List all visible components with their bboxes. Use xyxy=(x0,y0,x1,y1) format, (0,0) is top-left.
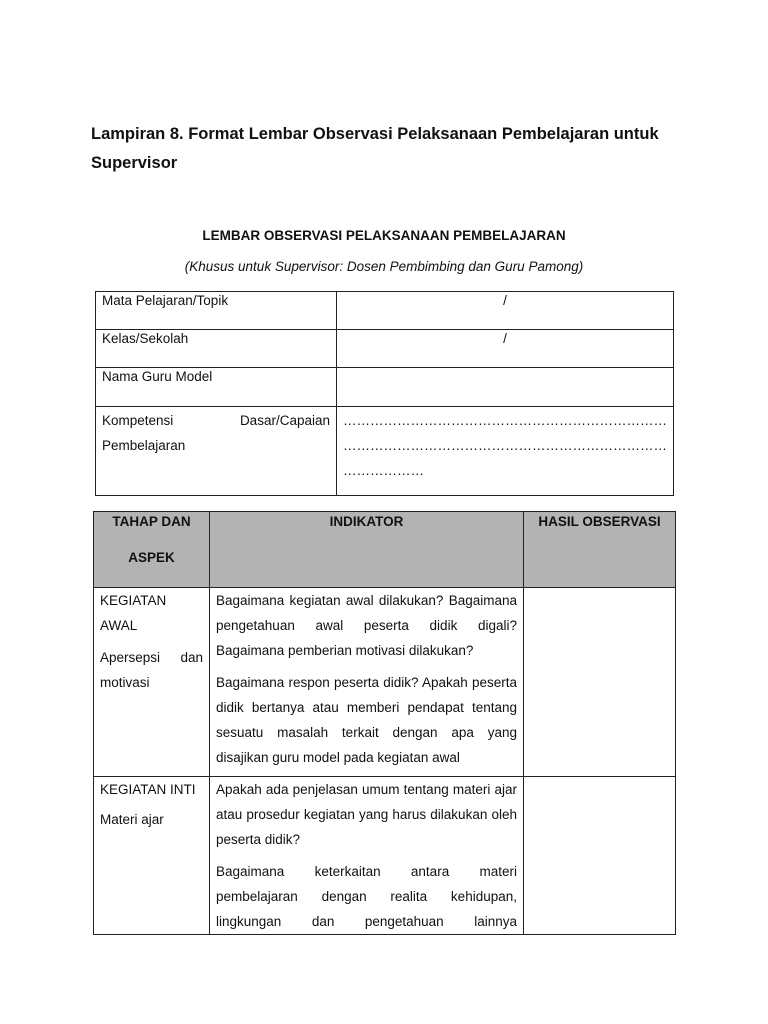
stage-awal-1: KEGIATAN xyxy=(100,593,167,608)
mapel-value-field[interactable]: / xyxy=(337,292,674,330)
kelas-label: Kelas/Sekolah xyxy=(96,330,337,368)
header-tahap-2: ASPEK xyxy=(128,550,175,565)
identity-row-kompetensi xyxy=(96,407,674,496)
header-tahap xyxy=(94,512,210,588)
indikator-awal-cell xyxy=(210,588,524,777)
appendix-heading-line-1: Lampiran 8. Format Lembar Observasi Pelaksanaan Pembelajaran untuk xyxy=(91,125,659,143)
hasil-awal-field[interactable] xyxy=(524,588,676,777)
header-indikator-text: INDIKATOR xyxy=(329,514,404,529)
indikator-inti-2: Bagaimana keterkaitan antara materi pembelajaran dengan realita kehidupan, lingkungan dan pengetahuan lainnya xyxy=(216,864,517,929)
stage-awal-cell xyxy=(94,588,210,777)
hasil-inti-field[interactable] xyxy=(524,777,676,935)
kompetensi-dots-2: ……………………………………………………………… xyxy=(343,438,667,453)
header-hasil-text: HASIL OBSERVASI xyxy=(538,514,661,529)
aspect-apersepsi: Apersepsi xyxy=(100,650,161,665)
kompetensi-label-cell xyxy=(96,407,337,496)
mapel-label: Mata Pelajaran/Topik xyxy=(96,292,337,330)
kompetensi-label-b: Dasar/Capaian xyxy=(239,413,330,428)
identity-row-kelas xyxy=(96,330,674,368)
stage-inti: KEGIATAN INTI xyxy=(100,782,196,797)
identity-row-guru xyxy=(96,368,674,407)
appendix-heading xyxy=(91,120,691,178)
indikator-inti-1: Apakah ada penjelasan umum tentang materi ajar atau prosedur kegiatan yang harus dilakukan oleh peserta didik? xyxy=(216,782,517,847)
row-kegiatan-awal xyxy=(94,588,676,777)
appendix-heading-line-2: Supervisor xyxy=(91,154,178,172)
indikator-awal-1: Bagaimana kegiatan awal dilakukan? Bagaimana pengetahuan awal peserta didik digali? Bagaimana pemberian motivasi dilakukan? xyxy=(216,593,517,658)
indikator-awal-2: Bagaimana respon peserta didik? Apakah peserta didik bertanya atau memberi pendapat tentang sesuatu masalah terkait dengan apa yang disajikan guru model pada kegiatan awal xyxy=(216,675,517,765)
identity-row-mapel xyxy=(96,292,674,330)
kompetensi-dots-1: ……………………………………………………………… xyxy=(343,413,667,428)
identity-table xyxy=(95,291,674,496)
observation-table xyxy=(93,511,676,935)
aspect-motivasi: motivasi xyxy=(100,675,150,690)
kelas-value-field[interactable]: / xyxy=(337,330,674,368)
kompetensi-label-c: Pembelajaran xyxy=(102,438,186,453)
row-kegiatan-inti xyxy=(94,777,676,935)
header-tahap-1: TAHAP DAN xyxy=(112,514,191,529)
kompetensi-dots-3: ……………… xyxy=(343,463,424,478)
aspect-materi-ajar: Materi ajar xyxy=(100,812,164,827)
observation-header-row xyxy=(94,512,676,588)
kompetensi-label-a: Kompetensi xyxy=(102,413,174,428)
stage-awal-2: AWAL xyxy=(100,618,138,633)
indikator-inti-cell xyxy=(210,777,524,935)
form-title: LEMBAR OBSERVASI PELAKSANAAN PEMBELAJARAN xyxy=(202,228,566,243)
guru-value-field[interactable] xyxy=(337,368,674,407)
form-subtitle: (Khusus untuk Supervisor: Dosen Pembimbing dan Guru Pamong) xyxy=(184,259,584,274)
guru-label: Nama Guru Model xyxy=(96,368,337,407)
header-indikator xyxy=(210,512,524,588)
header-hasil xyxy=(524,512,676,588)
aspect-dan: dan xyxy=(180,650,203,665)
stage-inti-cell xyxy=(94,777,210,935)
kompetensi-value-field[interactable] xyxy=(337,407,674,496)
